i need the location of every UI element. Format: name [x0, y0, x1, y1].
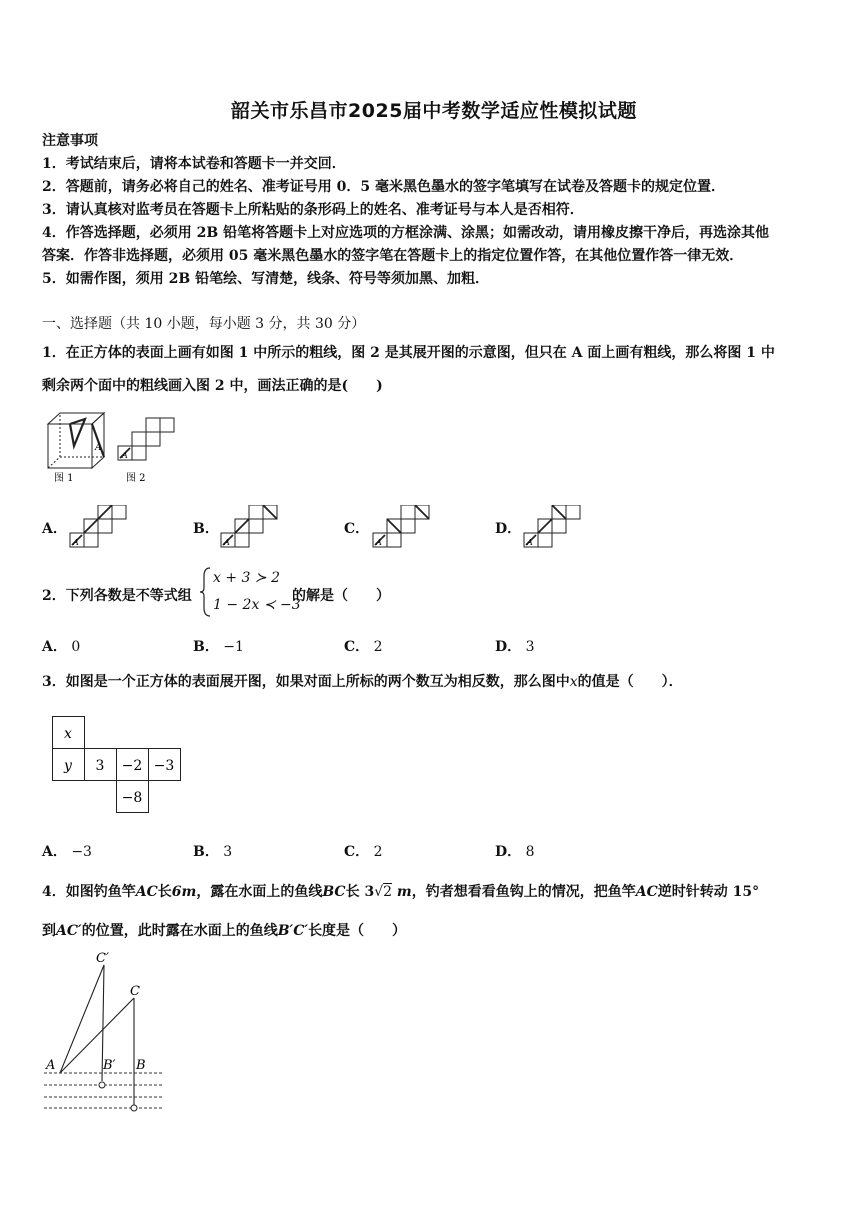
- cube-face-label: A: [95, 443, 102, 453]
- label-a: A: [46, 1058, 56, 1073]
- q3-option-c[interactable]: C． 2: [344, 844, 383, 860]
- q2-stem-before: 2．下列各数是不等式组: [42, 588, 192, 604]
- q3-option-d[interactable]: D． 8: [495, 844, 535, 860]
- q2-inequality-1: x + 3 ≻ 2: [213, 570, 280, 586]
- fig2-caption: 图 2: [126, 473, 146, 484]
- label-b-prime: B′: [103, 1058, 116, 1073]
- net-cell-neg2: −2: [121, 758, 143, 774]
- net-face-label: A: [122, 451, 128, 460]
- q1-figures: [40, 408, 180, 488]
- option-d-face-label: A: [527, 538, 533, 547]
- cube-figure: [48, 413, 104, 468]
- q1-option-b[interactable]: B．: [193, 521, 219, 537]
- q2-option-a[interactable]: A． 0: [42, 639, 81, 655]
- net-cell-3: 3: [95, 758, 105, 774]
- notice-item-5: 5．如需作图，须用 2B 铅笔绘、写清楚，线条、符号等须加黑、加粗．: [42, 271, 490, 287]
- net-cell-x: x: [64, 726, 72, 742]
- net-cell-neg8: −8: [121, 790, 143, 806]
- q1-line1: 1．在正方体的表面上画有如图 1 中所示的粗线，图 2 是其展开图的示意图，但只在 A 面上画有粗线，那么将图 1 中: [42, 345, 775, 361]
- q1-option-d[interactable]: D．: [495, 521, 522, 537]
- q2-option-b[interactable]: B． −1: [193, 639, 244, 655]
- notice-heading: 注意事项: [42, 133, 98, 149]
- q1-line2: 剩余两个面中的粗线画入图 2 中，画法正确的是( ): [42, 378, 383, 394]
- page-title: 韶关市乐昌市2025届中考数学适应性模拟试题: [231, 100, 637, 122]
- q1-option-c[interactable]: C．: [344, 521, 370, 537]
- q3-stem: 3．如图是一个正方体的表面展开图，如果对面上所标的两个数互为相反数，那么图中x的值是（ ）．: [42, 674, 683, 690]
- q4-fishing-figure: [36, 948, 176, 1120]
- net-cell-neg3: −3: [153, 758, 175, 774]
- q3-option-b[interactable]: B． 3: [193, 844, 233, 860]
- q2-stem-after: 的解是（ ）: [292, 588, 390, 604]
- option-c-face-label: A: [376, 538, 382, 547]
- label-c-prime: C′: [96, 951, 109, 966]
- notice-item-1: 1．考试结束后，请将本试卷和答题卡一并交回．: [42, 156, 346, 172]
- q4-line1: 4．如图钓鱼竿AC长6m，露在水面上的鱼线BC长 3√2 m，钓者想看看鱼钩上的情况，把鱼竿AC逆时针转动 15°: [42, 884, 760, 900]
- notice-item-3: 3．请认真核对监考员在答题卡上所粘贴的条形码上的姓名、准考证号与本人是否相符．: [42, 202, 584, 218]
- q2-inequality-2: 1 − 2x ≺ −3: [213, 597, 301, 613]
- label-b: B: [136, 1058, 146, 1073]
- q1-option-a[interactable]: A．: [42, 521, 67, 537]
- q1-option-d-figure: [522, 505, 584, 549]
- option-a-face-label: A: [73, 538, 79, 547]
- q1-option-c-figure: [371, 505, 433, 549]
- q3-net-figure: [52, 716, 182, 814]
- sqrt-arg: 2: [383, 884, 393, 900]
- q1-option-a-figure: [68, 505, 130, 549]
- q3-option-a[interactable]: A． −3: [42, 844, 92, 860]
- q4-line2: 到AC′的位置，此时露在水面上的鱼线B′C′长度是（ ）: [42, 923, 407, 939]
- q1-option-b-figure: [219, 505, 281, 549]
- net-cell-y: y: [64, 758, 72, 774]
- fig1-caption: 图 1: [54, 473, 74, 484]
- notice-item-4: 4．作答选择题，必须用 2B 铅笔将答题卡上对应选项的方框涂满、涂黑；如需改动，请用橡皮擦干净后，再选涂其他: [42, 225, 770, 241]
- notice-item-4-cont: 答案．作答非选择题，必须用 05 毫米黑色墨水的签字笔在答题卡上的指定位置作答，在其他位置作答一律无效．: [42, 248, 744, 264]
- option-b-face-label: A: [224, 538, 230, 547]
- q2-option-c[interactable]: C． 2: [344, 639, 383, 655]
- q2-brace: [198, 566, 212, 618]
- notice-item-2: 2．答题前，请务必将自己的姓名、准考证号用 0．5 毫米黑色墨水的签字笔填写在试卷及答题卡的规定位置．: [42, 179, 725, 195]
- section-heading: 一、选择题（共 10 小题，每小题 3 分，共 30 分）: [42, 316, 366, 332]
- q2-option-d[interactable]: D． 3: [495, 639, 535, 655]
- label-c: C: [130, 984, 140, 999]
